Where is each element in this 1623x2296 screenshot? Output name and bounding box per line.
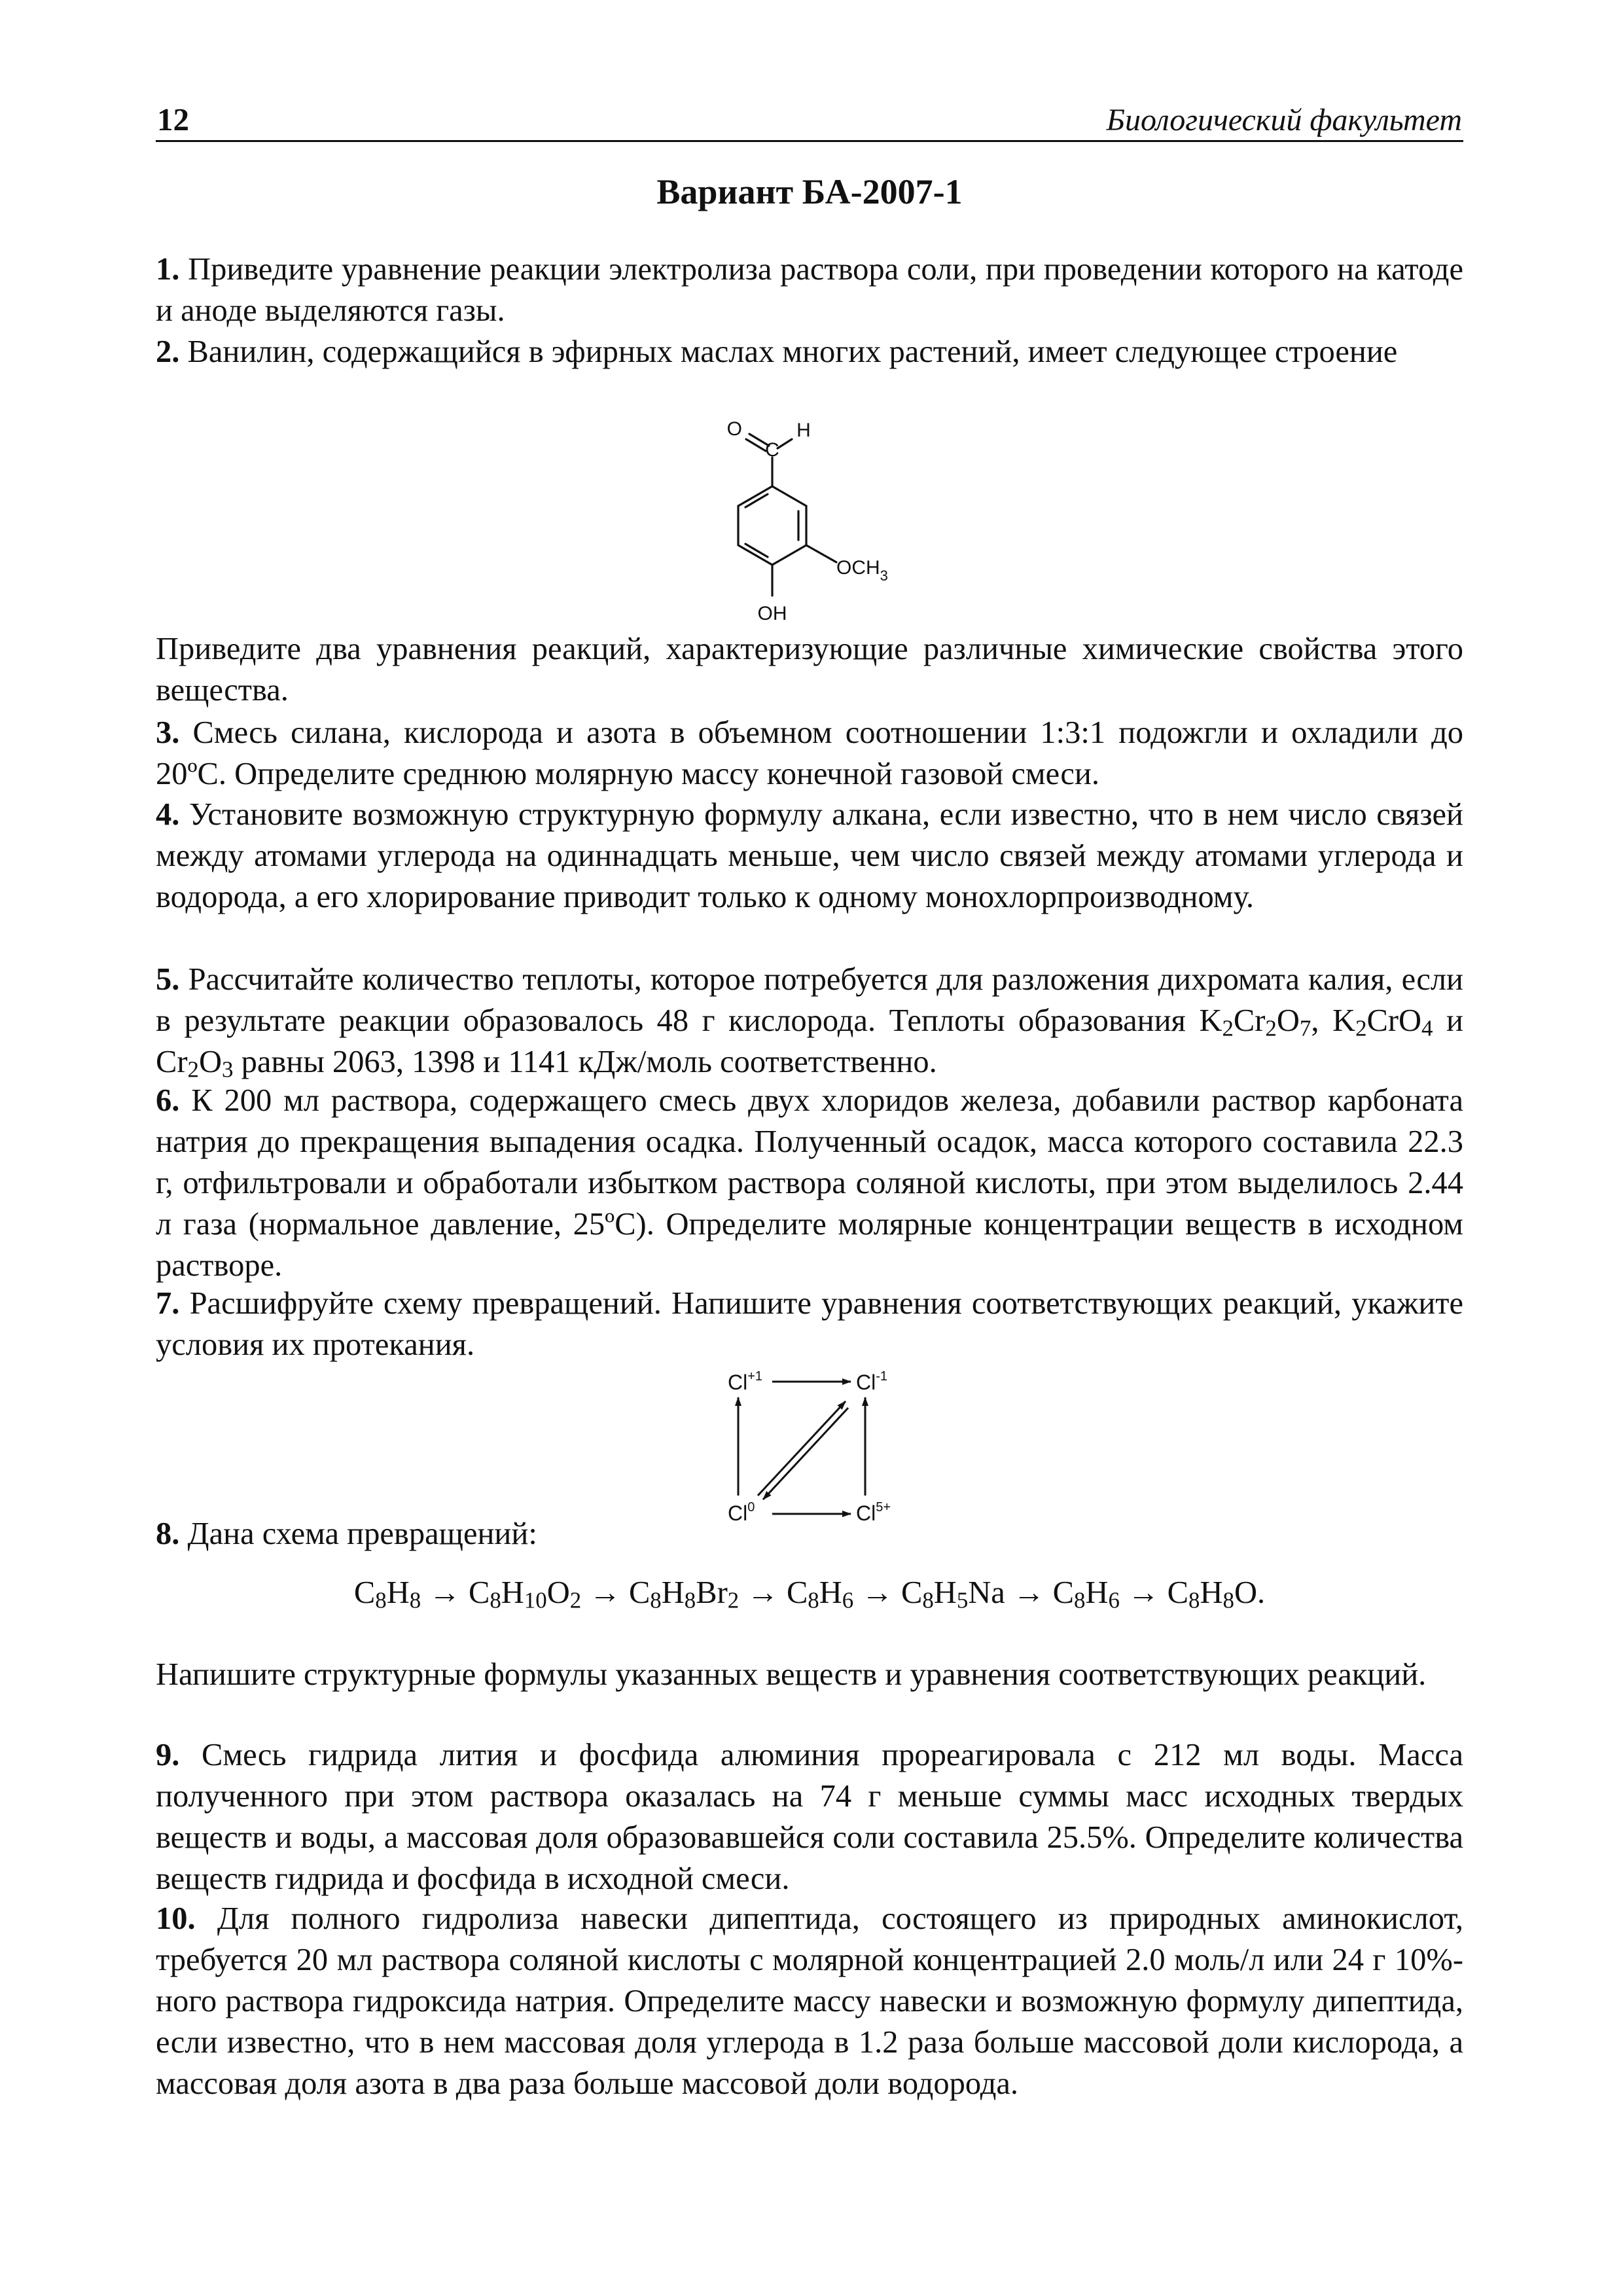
cl-minus1: $Cl^{-1}$ bbox=[856, 1369, 888, 1394]
aldehyde-oxygen: O bbox=[726, 418, 742, 440]
scheme-arrow: → bbox=[853, 1575, 901, 1610]
formula-subscript: 8 bbox=[1073, 1587, 1086, 1613]
formula-subscript: 3 bbox=[221, 1056, 234, 1083]
formula-subscript: 8 bbox=[684, 1587, 696, 1613]
problem-10 bbox=[156, 1898, 1463, 2104]
formula-symbol: H bbox=[1085, 1575, 1109, 1610]
problem-text: равны 2063, 1398 и 1141 кДж/моль соответственно. bbox=[233, 1045, 937, 1079]
problem-2-continuation bbox=[156, 628, 1463, 711]
problem-text: Напишите структурные формулы указанных веществ и уравнения соответствующих реакций. bbox=[156, 1657, 1427, 1692]
cl-plus1: $Cl^{+1}$ bbox=[728, 1369, 763, 1394]
formula-symbol: H bbox=[386, 1575, 410, 1610]
problem-8-continuation bbox=[156, 1654, 1463, 1695]
conversion-scheme bbox=[156, 1572, 1463, 1613]
formula-symbol: C bbox=[786, 1575, 808, 1610]
formula-subscript: 8 bbox=[808, 1587, 819, 1613]
formula-subscript: 8 bbox=[490, 1587, 501, 1613]
formula-k2cro4 bbox=[1332, 1003, 1433, 1041]
formula-symbol: H bbox=[819, 1575, 842, 1610]
problem-1 bbox=[156, 249, 1463, 331]
formula-subscript: 10 bbox=[524, 1587, 547, 1613]
variant-title: Вариант БА-2007-1 bbox=[656, 172, 963, 211]
problem-number: 7. bbox=[156, 1286, 180, 1321]
formula-symbol: O bbox=[546, 1575, 570, 1610]
running-title: Биологический факультет bbox=[1106, 103, 1462, 137]
chlorine-scheme bbox=[720, 1365, 916, 1528]
formula-symbol: K bbox=[1199, 1003, 1222, 1038]
scheme-arrow: → bbox=[421, 1575, 469, 1610]
problem-number: 5. bbox=[156, 962, 180, 997]
cl-zero: Cl$^0$ bbox=[728, 1500, 755, 1525]
formula-symbol: C bbox=[628, 1575, 651, 1610]
methoxy-subscript: 3 bbox=[880, 567, 888, 584]
problem-number: 9. bbox=[156, 1738, 180, 1772]
formula-symbol: K bbox=[1332, 1003, 1356, 1038]
cl-plus5: $Cl^{5+}$ bbox=[856, 1500, 891, 1525]
problem-number: 1. bbox=[156, 252, 180, 287]
problem-6 bbox=[156, 1080, 1463, 1286]
problem-text: Приведите уравнение реакции электролиза раствора соли, при проведении которого на катоде и аноде выделяются газы. bbox=[156, 252, 1464, 328]
formula-symbol: Cr bbox=[1233, 1003, 1266, 1038]
formula-subscript: 5 bbox=[956, 1587, 969, 1613]
vanillin-structure bbox=[694, 403, 955, 628]
scheme-compound bbox=[353, 1575, 421, 1613]
formula-symbol: C bbox=[468, 1575, 490, 1610]
problem-number: 6. bbox=[156, 1083, 180, 1118]
formula-symbol: H bbox=[1200, 1575, 1223, 1610]
methoxy-text: OCH bbox=[836, 557, 880, 579]
formula-subscript: 8 bbox=[1188, 1587, 1200, 1613]
formula-symbol: O bbox=[198, 1045, 222, 1079]
separator: , bbox=[1311, 1003, 1333, 1038]
formula-symbol: H bbox=[933, 1575, 957, 1610]
hydroxy-group: OH bbox=[757, 603, 787, 624]
problem-number: 8. bbox=[156, 1516, 180, 1551]
formula-subscript: 8 bbox=[650, 1587, 662, 1613]
problem-5 bbox=[156, 959, 1463, 1083]
formula-k2cr2o7 bbox=[1199, 1003, 1311, 1041]
formula-cr2o3 bbox=[156, 1045, 234, 1083]
scheme-compound bbox=[786, 1575, 854, 1613]
formula-symbol: C bbox=[1052, 1575, 1074, 1610]
formula-symbol: C bbox=[353, 1575, 376, 1610]
formula-subscript: 4 bbox=[1421, 1015, 1433, 1041]
formula-subscript: 8 bbox=[1222, 1587, 1234, 1613]
formula-subscript: 6 bbox=[1108, 1587, 1120, 1613]
bond-ring-och3 bbox=[806, 545, 836, 562]
aldehyde-carbon: C bbox=[765, 439, 779, 461]
formula-symbol: C bbox=[1167, 1575, 1188, 1610]
scheme-arrow: → bbox=[1119, 1575, 1168, 1610]
page-number: 12 bbox=[157, 101, 189, 137]
problem-9 bbox=[156, 1734, 1463, 1899]
problem-text: Расшифруйте схему превращений. Напишите уравнения соответствующих реакций, укажите условия их протекания. bbox=[156, 1286, 1464, 1362]
formula-subscript: 7 bbox=[1299, 1015, 1311, 1041]
problem-text: Рассчитайте количество теплоты, которое потребуется для разложения дихромата калия, если в результате реакции образовалось 48 г кислорода. Теплоты образования bbox=[156, 962, 1464, 1038]
scheme-end: . bbox=[1257, 1575, 1266, 1610]
formula-subscript: 8 bbox=[375, 1587, 387, 1613]
problem-7 bbox=[156, 1283, 1463, 1365]
formula-symbol: H bbox=[501, 1575, 524, 1610]
formula-subscript: 2 bbox=[569, 1587, 582, 1613]
problem-2 bbox=[156, 331, 1463, 372]
page-header bbox=[156, 98, 1463, 142]
formula-subscript: 2 bbox=[1355, 1015, 1367, 1041]
formula-subscript: 2 bbox=[727, 1587, 740, 1613]
formula-subscript: 2 bbox=[1265, 1015, 1277, 1041]
formula-symbol: Cr bbox=[156, 1045, 188, 1079]
formula-subscript: 2 bbox=[1222, 1015, 1234, 1041]
scheme-arrow: → bbox=[1005, 1575, 1053, 1610]
scheme-compound bbox=[628, 1575, 740, 1613]
problem-text: Смесь гидрида лития и фосфида алюминия прореагировала с 212 мл воды. Масса полученного при этом раствора оказалась на 74 г меньше суммы масс исходных твердых веществ и воды, а массовая доля образовавшейся соли составила 25.5%. Определите количества веществ гидрида и фосфида в исходной смеси. bbox=[156, 1738, 1463, 1896]
formula-subscript: 6 bbox=[842, 1587, 854, 1613]
problem-4 bbox=[156, 794, 1463, 918]
separator: и bbox=[1433, 1003, 1464, 1038]
problem-number: 2. bbox=[156, 334, 180, 369]
problem-text: Приведите два уравнения реакций, характеризующие различные химические свойства этого вещества. bbox=[156, 632, 1463, 708]
scheme-arrow: → bbox=[739, 1575, 787, 1610]
problem-text: К 200 мл раствора, содержащего смесь двух хлоридов железа, добавили раствор карбоната натрия до прекращения выпадения осадка. Полученный осадок, масса которого составила 22.3 г, отфильтровали и обработали избытком раствора соляной кислоты, при этом выделилось 2.44 л газа (нормальное давление, 25ºC). Определите молярные концентрации веществ в исходном растворе. bbox=[156, 1083, 1463, 1283]
problem-text: Дана схема превращений: bbox=[187, 1516, 537, 1551]
aldehyde-hydrogen: H bbox=[796, 420, 811, 441]
formula-subscript: 2 bbox=[187, 1056, 199, 1083]
scheme-arrow: → bbox=[581, 1575, 629, 1610]
formula-symbol: O bbox=[1276, 1003, 1300, 1038]
problem-text: Установите возможную структурную формулу алкана, если известно, что в нем число связей между атомами углерода на одиннадцать меньше, чем число связей между атомами углерода и водорода, а его хлорирование приводит только к одному монохлорпроизводному. bbox=[156, 797, 1463, 914]
formula-symbol: CrO bbox=[1366, 1003, 1422, 1038]
formula-subscript: 8 bbox=[409, 1587, 421, 1613]
benzene-ring bbox=[738, 486, 806, 565]
problem-number: 3. bbox=[156, 715, 180, 750]
problem-8 bbox=[156, 1513, 1463, 1554]
problem-3 bbox=[156, 712, 1463, 795]
problem-text: Для полного гидролиза навески дипептида, состоящего из природных аминокислот, требуется 20 мл раствора соляной кислоты с молярной концентрацией 2.0 моль/л или 24 г 10%-ного раствора гидроксида натрия. Определите массу навески и возможную формулу дипептида, если известно, что в нем массовая доля углерода в 1.2 раза больше массовой доли кислорода, а массовая доля азота в два раза больше массовой доли водорода. bbox=[156, 1901, 1463, 2101]
problem-number: 4. bbox=[156, 797, 180, 832]
formula-symbol: Br bbox=[696, 1575, 728, 1610]
problem-text: Ванилин, содержащийся в эфирных маслах многих растений, имеет следующее строение bbox=[187, 334, 1398, 369]
scheme-compound bbox=[1167, 1575, 1257, 1613]
arrow-minus1-to-zero bbox=[763, 1408, 848, 1499]
formula-symbol: Na bbox=[968, 1575, 1005, 1610]
problem-number: 10. bbox=[156, 1901, 196, 1936]
scheme-compound bbox=[1052, 1575, 1120, 1613]
bond-c-h bbox=[777, 439, 792, 448]
arrow-zero-to-minus1 bbox=[758, 1401, 846, 1496]
formula-subscript: 8 bbox=[922, 1587, 934, 1613]
methoxy-group bbox=[836, 557, 888, 584]
problem-text: Смесь силана, кислорода и азота в объемном соотношении 1:3:1 подожгли и охладили до 20ºC. Определите среднюю молярную массу конечной газовой смеси. bbox=[156, 715, 1464, 791]
formula-symbol: H bbox=[661, 1575, 685, 1610]
scheme-compound bbox=[468, 1575, 582, 1613]
formula-symbol: C bbox=[901, 1575, 923, 1610]
formula-symbol: O bbox=[1234, 1575, 1257, 1610]
scheme-compound bbox=[901, 1575, 1005, 1613]
